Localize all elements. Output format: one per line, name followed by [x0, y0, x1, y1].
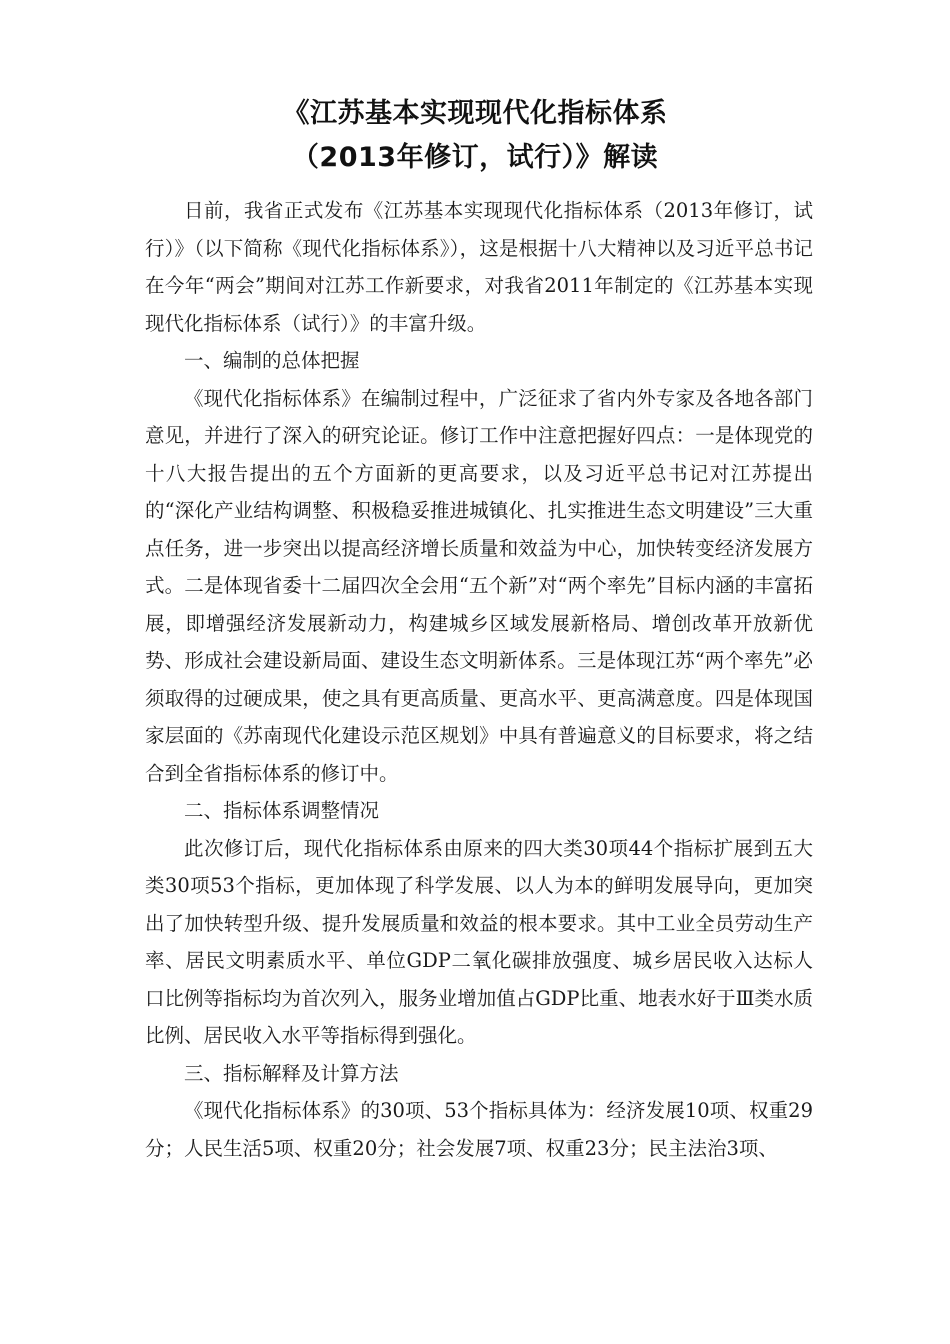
section-heading-3: 三、指标解释及计算方法	[184, 1061, 399, 1085]
section-1-paragraph: 《现代化指标体系》在编制过程中，广泛征求了省内外专家及各地各部门意见，并进行了深入的研究论证。修订工作中注意把握好四点：一是体现党的十八大报告提出的五个方面新的更高要求，以及习近平总书记对江苏提出的“深化产业结构调整、积极稳妥推进城镇化、扎实推进生态文明建设”三大重点任务，进一步突出以提高经济增长质量和效益为中心，加快转变经济发展方式。二是体现省委十二届四次全会用“五个新”对“两个率先”目标内涵的丰富拓展，即增强经济发展新动力，构建城乡区域发展新格局、增创改革开放新优势、形成社会建设新局面、建设生态文明新体系。三是体现江苏“两个率先”必须取得的过硬成果，使之具有更高质量、更高水平、更高满意度。四是体现国家层面的《苏南现代化建设示范区规划》中具有普遍意义的目标要求，将之结合到全省指标体系的修订中。	[145, 386, 813, 785]
section-heading-1: 一、编制的总体把握	[184, 349, 360, 372]
document-title-line-2: （2013年修订，试行）》解读	[291, 142, 659, 173]
intro-paragraph: 日前，我省正式发布《江苏基本实现现代化指标体系（2013年修订，试行）》（以下简称《现代化指标体系》），这是根据十八大精神以及习近平总书记在今年“两会”期间对江苏工作新要求，对我省2011年制定的《江苏基本实现现代化指标体系（试行）》的丰富升级。	[145, 199, 813, 335]
document-body	[145, 192, 813, 1167]
document-title-line-1: 《江苏基本实现现代化指标体系	[282, 98, 668, 129]
section-3-paragraph: 《现代化指标体系》的30项、53个指标具体为：经济发展10项、权重29分；人民生活5项、权重20分；社会发展7项、权重23分；民主法治3项、	[145, 1099, 813, 1160]
section-2-paragraph: 此次修订后，现代化指标体系由原来的四大类30项44个指标扩展到五大类30项53个指标，更加体现了科学发展、以人为本的鲜明发展导向，更加突出了加快转型升级、提升发展质量和效益的根本要求。其中工业全员劳动生产率、居民文明素质水平、单位GDP二氧化碳排放强度、城乡居民收入达标人口比例等指标均为首次列入，服务业增加值占GDP比重、地表水好于Ⅲ类水质比例、居民收入水平等指标得到强化。	[145, 836, 813, 1047]
section-heading-2: 二、指标体系调整情况	[184, 799, 380, 822]
